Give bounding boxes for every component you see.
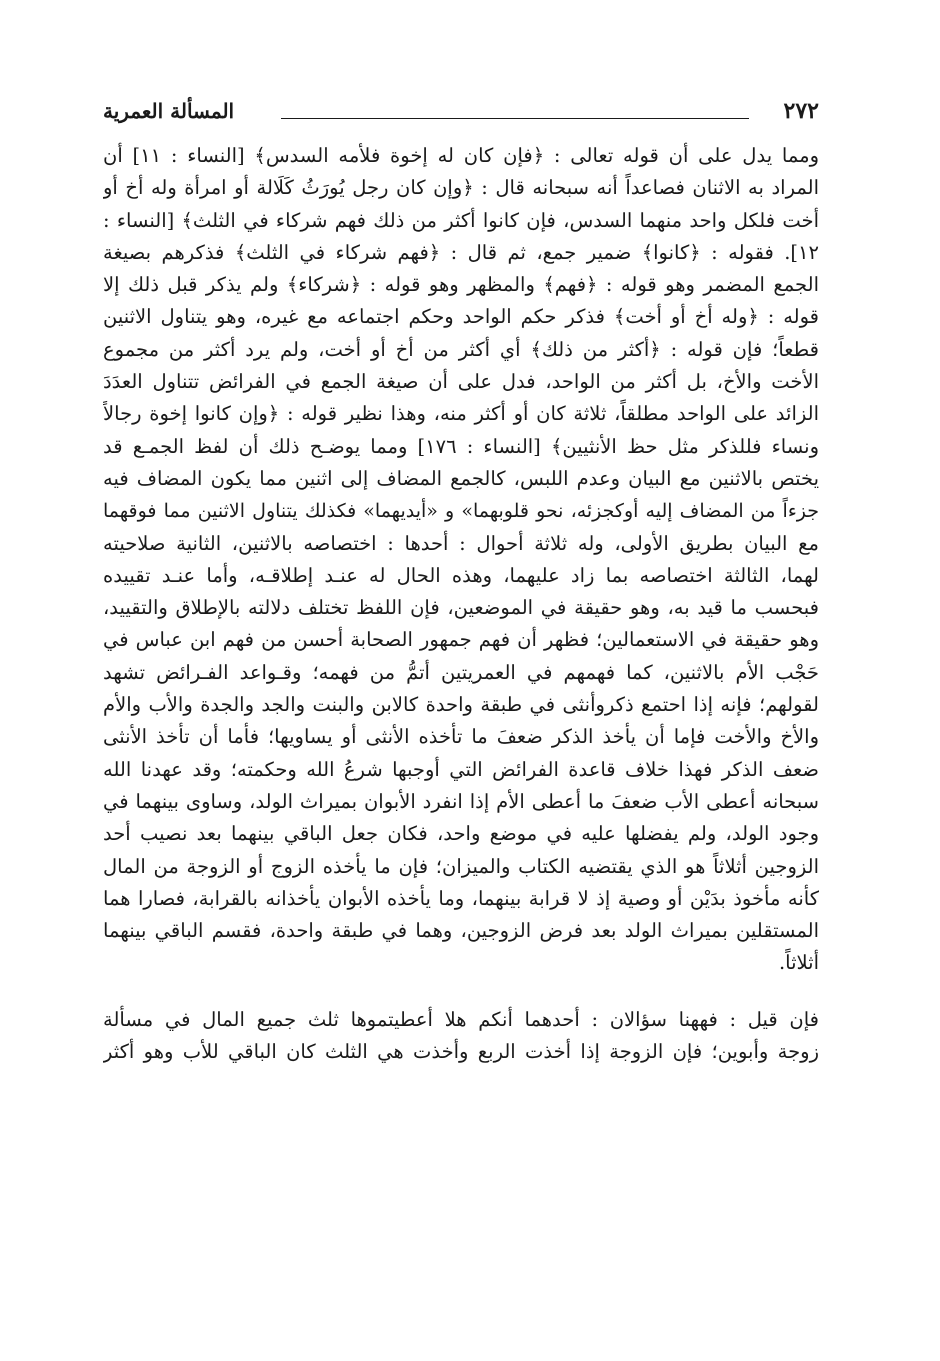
text-line: قوله : ﴿وله أخ أو أخت﴾ فذكر حكم الواحد وحكم اجتماعه مع غيره، وهو يتناول الاثنين: [103, 305, 819, 329]
text-line: ١٢]. فقوله : ﴿كانوا﴾ ضمير جمع، ثم قال : ﴿فهم شركاء في الثلث﴾ فذكرهم بصيغة: [103, 240, 819, 264]
text-line: المستقلين بميراث الولد بعد فرض الزوجين، وهما في طبقة واحدة، فقسم الباقي بينهما: [103, 919, 819, 943]
text-line: ضعف الذكر فهذا خلاف قاعدة الفرائض التي أوجبها شرعُ الله وحكمته؛ وقد عهدنا الله: [103, 757, 819, 781]
text-line: وجود الولد، ولم يفضلها عليه في موضع واحد، فكان جعل الباقي بينهما بعد نصيب أحد: [103, 822, 819, 846]
running-header: [103, 96, 819, 126]
text-line: أخت فلكل واحد منهما السدس، فإن كانوا أكثر من ذلك فهم شركاء في الثلث﴾ [النساء :: [103, 208, 819, 232]
text-line: مع البيان بطريق الأولى، وله ثلاثة أحوال : أحدها : اختصاصه بالاثنين، الثانية صلاحيته: [103, 531, 819, 555]
text-line: والأخ والأخت فإما أن يأخذ الذكر ضعفَ ما تأخذه الأنثى أو يساويها؛ فأما أن تأخذ الأنثى: [103, 725, 819, 749]
text-line: المراد به الاثنان فصاعداً أنه سبحانه قال : ﴿وإن كان رجل يُورَثُ كَلَالة أو امرأة وله أخ أو: [103, 176, 819, 200]
text-line: الزوجين أثلاثاً هو الذي يقتضيه الكتاب والميزان؛ فإن ما يأخذه الزوج أو الزوجة من المال: [103, 854, 819, 878]
body-text: [103, 140, 819, 1068]
text-line: أثلاثاً.: [778, 951, 819, 975]
text-line: وهو حقيقة في الاستعمالين؛ فظهر أن فهم جمهور الصحابة أحسن من فهم ابن عباس في: [103, 628, 819, 652]
text-line: الأخت والأخ، بل أكثر من الواحد، فدل على أن صيغة الجمع في الفرائض تتناول العدَدَ: [103, 370, 819, 394]
text-line: ونساء فللذكر مثل حظ الأنثيين﴾ [النساء : ١٧٦] ومما يوضـح ذلك أن لفظ الجمـع قد: [103, 434, 819, 458]
text-line: قطعاً؛ فإن قوله : ﴿أكثر من ذلك﴾ أي أكثر من أخ أو أخت، ولم يرد أكثر من مجموع: [103, 337, 819, 361]
paragraph: [103, 1004, 819, 1069]
text-line: كأنه مأخوذ بدَيْن أو وصية إذ لا قرابة بينهما، وما يأخذه الأبوان يأخذانه بالقرابة، فصارا هما: [103, 886, 819, 910]
text-line: لهما، الثالثة اختصاصه بما زاد عليهما، وهذه الحال له عنـد إطلاقـه، وأما عنـد تقييده: [103, 563, 819, 587]
page-number: ٢٧٢: [783, 98, 819, 124]
text-line: ومما يدل على أن قوله تعالى : ﴿فإن كان له إخوة فلأمه السدس﴾ [النساء : ١١] أن: [103, 144, 819, 167]
text-line: فبحسب ما قيد به، وهو حقيقة في الموضعين، فإن اللفظ تختلف دلالته بالإطلاق والتقييد،: [103, 596, 819, 620]
text-line: الزائد على الواحد مطلقاً، ثلاثة كان أو أكثر منه، وهذا نظير قوله : ﴿وإن كانوا إخوة رجالاً: [103, 402, 819, 426]
header-rule: [281, 118, 749, 119]
text-line: يختص بالاثنين مع البيان وعدم اللبس، كالجمع المضاف إلى اثنين مما يكون المضاف فيه: [103, 466, 819, 490]
text-line: حَجْب الأم بالاثنين، كما فهمهم في العمريتين أتمُّ من فهمه؛ وقـواعد الفـرائض تشهد: [103, 660, 819, 684]
text-line: سبحانه أعطى الأب ضعفَ ما أعطى الأم إذا انفرد الأبوان بميراث الولد، وساوى بينهما في: [103, 789, 819, 813]
text-line: جزءاً من المضاف إليه أوكجزئه، نحو قلوبهما» و «أيديهما» فكذلك يتناول الاثنين مما فوقهما: [103, 500, 819, 523]
paragraph: [103, 140, 819, 980]
text-line: لقولهم؛ فإنه إذا احتمع ذكروأنثى في طبقة واحدة كالابن والبنت والجد والجدة والأب والأم: [103, 693, 819, 717]
text-line: فإن قيل : فههنا سؤالان : أحدهما أنكم هلا أعطيتموها ثلث جميع المال في مسألة: [103, 1007, 819, 1031]
running-title: المسألة العمرية: [103, 99, 235, 123]
text-line: زوجة وأبوين؛ فإن الزوجة إذا أخذت الربع وأخذت هي الثلث كان الباقي للأب وهو أكثر: [103, 1040, 819, 1064]
text-line: الجمع المضمر وهو قوله : ﴿فهم﴾ والمظهر وهو قوله : ﴿شركاء﴾ ولم يذكر قبل ذلك إلا: [103, 273, 819, 297]
paragraph-gap: [103, 980, 819, 1004]
